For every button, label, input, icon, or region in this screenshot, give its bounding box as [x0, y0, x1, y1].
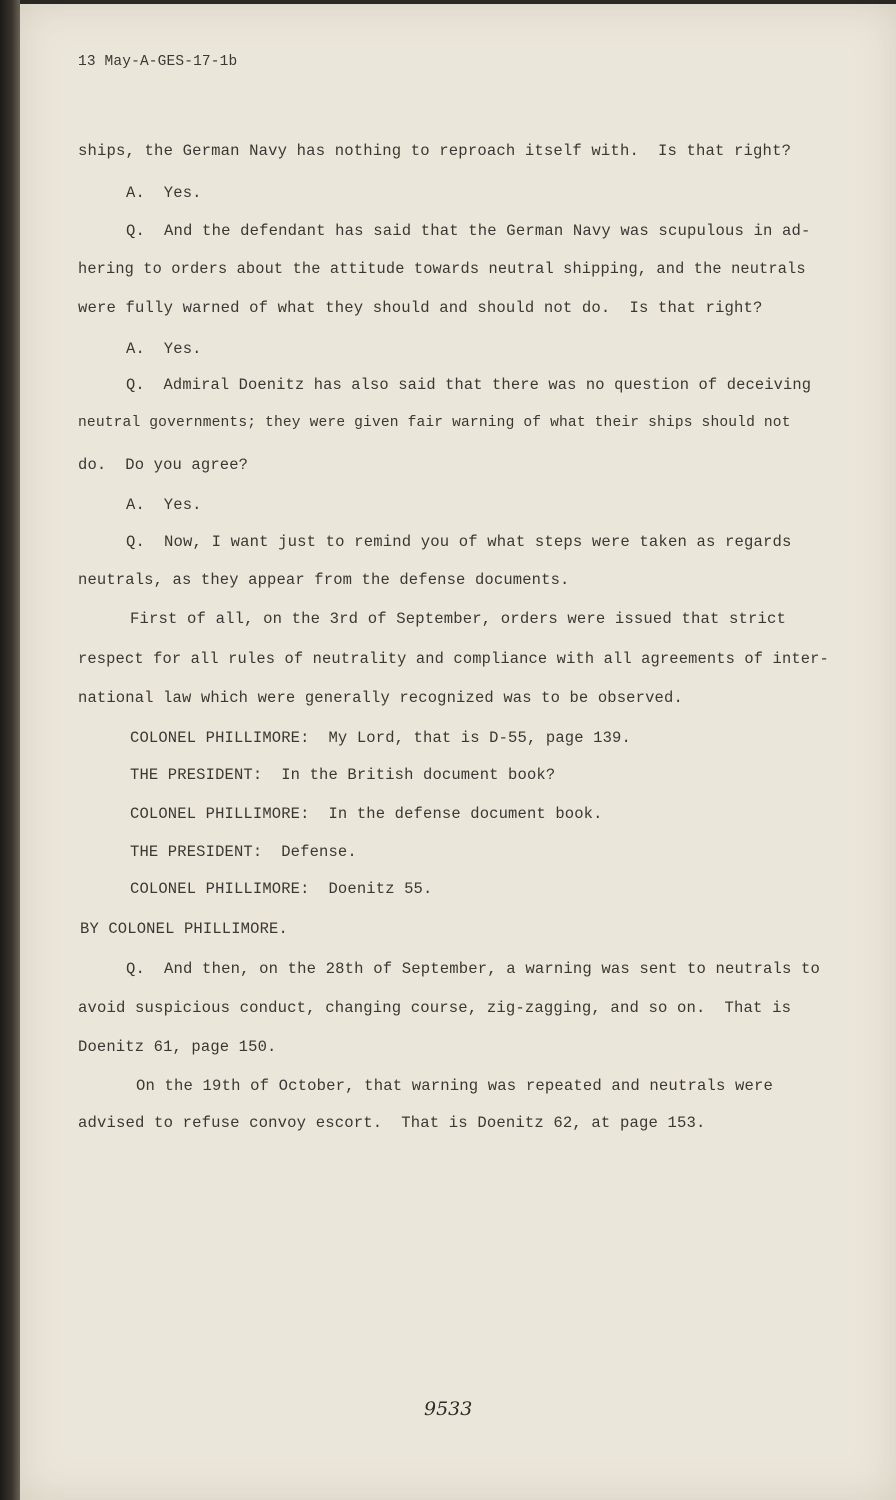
- text-line: A. Yes.: [126, 496, 202, 514]
- text-line: COLONEL PHILLIMORE: My Lord, that is D-55, page 139.: [130, 729, 631, 747]
- text-line: avoid suspicious conduct, changing course, zig-zagging, and so on. That is: [78, 999, 792, 1017]
- text-line: neutral governments; they were given fair warning of what their ships should not: [78, 415, 791, 431]
- binding-edge: [0, 0, 20, 1500]
- page-number: 9533: [424, 1398, 473, 1420]
- text-line: Q. And the defendant has said that the German Navy was scupulous in ad-: [126, 222, 811, 240]
- text-line: were fully warned of what they should and should not do. Is that right?: [78, 299, 763, 317]
- text-line: neutrals, as they appear from the defense documents.: [78, 571, 570, 589]
- text-line: respect for all rules of neutrality and compliance with all agreements of inter-: [78, 650, 829, 668]
- text-line: advised to refuse convoy escort. That is Doenitz 62, at page 153.: [78, 1114, 706, 1132]
- text-line: Doenitz 61, page 150.: [78, 1038, 277, 1056]
- text-line: hering to orders about the attitude towards neutral shipping, and the neutrals: [78, 260, 806, 278]
- text-line: On the 19th of October, that warning was repeated and neutrals were: [136, 1077, 774, 1095]
- text-line: Q. Now, I want just to remind you of what steps were taken as regards: [126, 533, 792, 551]
- text-line: COLONEL PHILLIMORE: Doenitz 55.: [130, 880, 433, 898]
- text-line: THE PRESIDENT: In the British document book?: [130, 766, 556, 784]
- text-line: Q. And then, on the 28th of September, a warning was sent to neutrals to: [126, 960, 821, 978]
- text-line: THE PRESIDENT: Defense.: [130, 843, 357, 861]
- text-line: national law which were generally recognized was to be observed.: [78, 689, 683, 707]
- text-line: do. Do you agree?: [78, 456, 249, 474]
- text-line: A. Yes.: [126, 340, 202, 358]
- text-line: A. Yes.: [126, 184, 202, 202]
- text-line: Q. Admiral Doenitz has also said that there was no question of deceiving: [126, 376, 812, 394]
- document-header: 13 May-A-GES-17-1b: [78, 54, 238, 70]
- text-line: First of all, on the 3rd of September, orders were issued that strict: [130, 610, 787, 628]
- text-line: ships, the German Navy has nothing to reproach itself with. Is that right?: [78, 142, 792, 160]
- text-line: COLONEL PHILLIMORE: In the defense document book.: [130, 805, 603, 823]
- text-line: BY COLONEL PHILLIMORE.: [80, 920, 288, 938]
